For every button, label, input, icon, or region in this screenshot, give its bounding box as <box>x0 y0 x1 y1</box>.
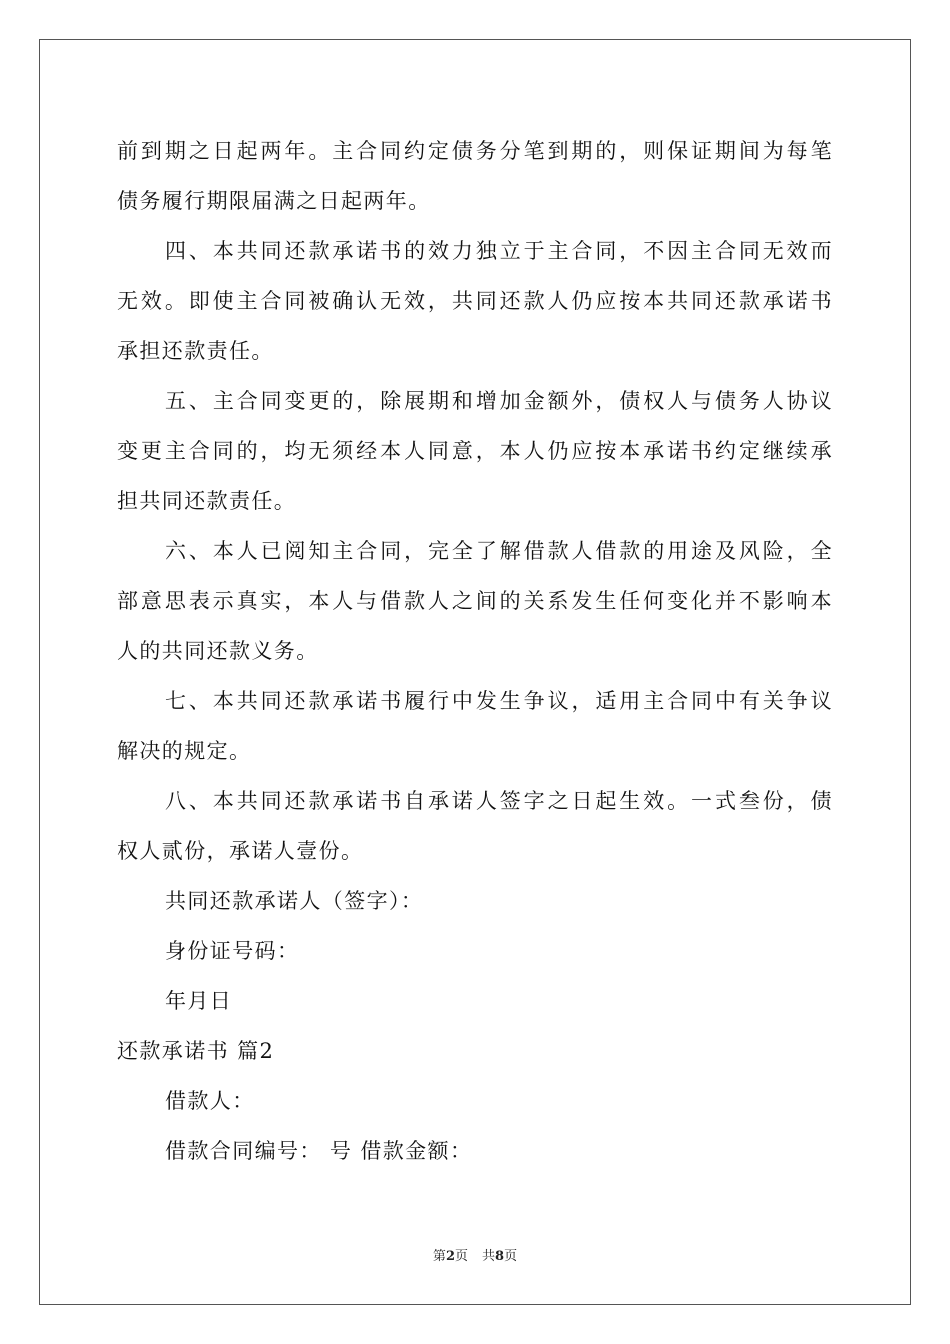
total-unit: 页 <box>504 1249 518 1264</box>
date-label: 年月日 <box>165 989 233 1013</box>
text-line: 前到期之日起两年。主合同约定债务分笔到期的，则保证期间为每笔 <box>117 139 833 163</box>
page-footer <box>0 1245 950 1264</box>
page-prefix: 第 <box>432 1249 446 1264</box>
contract-number-label: 借款合同编号： 号 借款金额： <box>165 1139 473 1163</box>
text-line: 权人贰份，承诺人壹份。 <box>117 839 364 863</box>
total-prefix: 共 <box>482 1249 496 1264</box>
text-line: 债务履行期限届满之日起两年。 <box>117 189 431 213</box>
clause-seven: 七、本共同还款承诺书履行中发生争议，适用主合同中有关争议 <box>165 689 833 713</box>
page-total: 8 <box>495 1249 505 1264</box>
text-line: 担共同还款责任。 <box>117 489 297 513</box>
clause-four: 四、本共同还款承诺书的效力独立于主合同，不因主合同无效而 <box>165 239 833 263</box>
text-line: 变更主合同的，均无须经本人同意，本人仍应按本承诺书约定继续承 <box>117 439 833 463</box>
document-body <box>117 126 833 1176</box>
signature-label: 共同还款承诺人（签字）： <box>165 889 424 913</box>
page-unit: 页 <box>454 1249 468 1264</box>
section-heading: 还款承诺书 篇2 <box>117 1039 275 1063</box>
clause-eight: 八、本共同还款承诺书自承诺人签字之日起生效。一式叁份，债 <box>165 789 833 813</box>
id-number-label: 身份证号码： <box>165 939 300 963</box>
clause-five: 五、主合同变更的，除展期和增加金额外，债权人与债务人协议 <box>165 389 833 413</box>
text-line: 部意思表示真实，本人与借款人之间的关系发生任何变化并不影响本 <box>117 589 833 613</box>
page-current: 2 <box>445 1249 455 1264</box>
text-line: 人的共同还款义务。 <box>117 639 319 663</box>
text-line: 无效。即使主合同被确认无效，共同还款人仍应按本共同还款承诺书 <box>117 289 833 313</box>
borrower-label: 借款人： <box>165 1089 255 1113</box>
clause-six: 六、本人已阅知主合同，完全了解借款人借款的用途及风险，全 <box>165 539 833 563</box>
text-line: 解决的规定。 <box>117 739 252 763</box>
text-line: 承担还款责任。 <box>117 339 274 363</box>
